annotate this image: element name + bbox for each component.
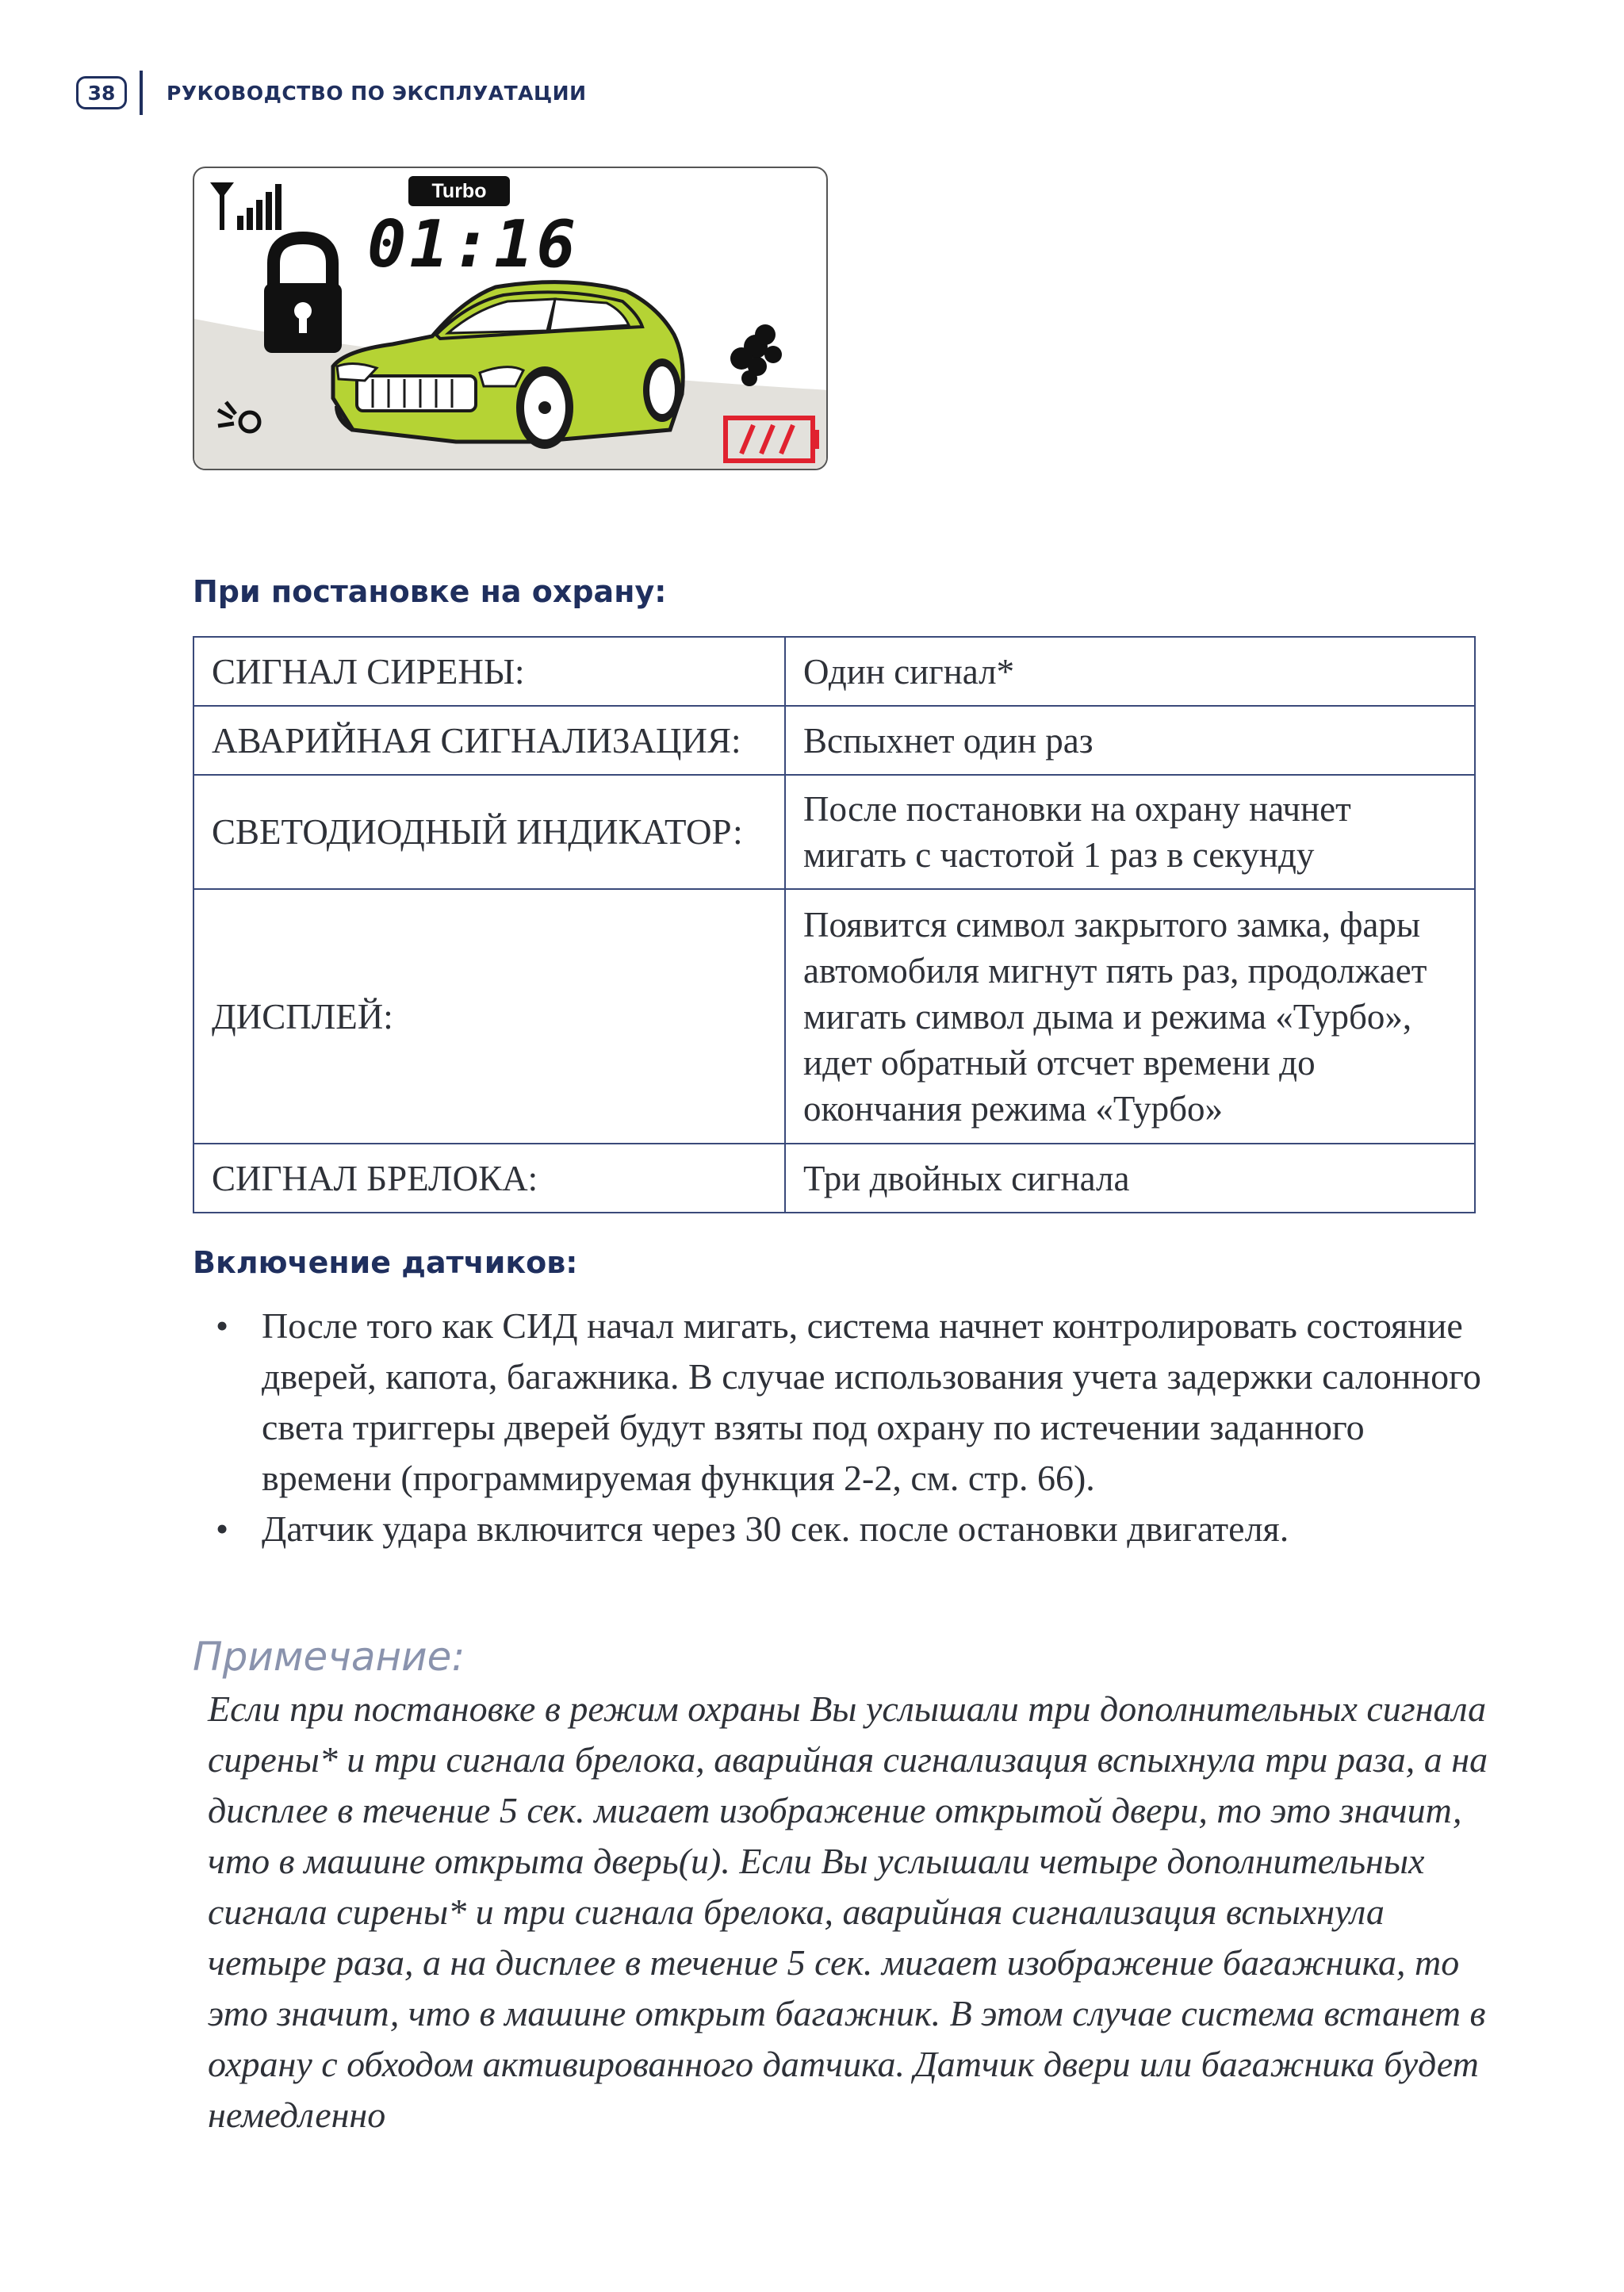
lcd-display-illustration (193, 167, 828, 470)
table-cell-value: Вспыхнет один раз (785, 706, 1475, 775)
list-item: • После того как СИД начал мигать, система начнет контролировать состояние дверей, капота, багажника. В случае использования учета задержки салонного света триггеры дверей будут взяты под охрану по истечении заданного времени (программируемая функция 2-2, см. стр. 66). (214, 1301, 1499, 1504)
note-text: Если при постановке в режим охраны Вы услышали три дополнительных сигнала сирены* и три сигнала брелока, аварийная сигнализация вспыхнула три раза, а на дисплее в течение 5 сек. мигает изображение открытой двери, то это значит, что в машине открыта дверь(и). Если Вы услышали четыре дополнительных сигнала сирены* и три сигнала брелока, аварийная сигнализация вспыхнула четыре раза, а на дисплее в течение 5 сек. мигает изображение багажника, то это значит, что в машине открыт багажник. В этом случае система встанет в охрану с обходом активированного датчика. Датчик двери или багажника будет немедленно (208, 1688, 1488, 2135)
car-illustration (333, 282, 683, 449)
page-number: 38 (76, 76, 127, 109)
table-row (193, 889, 1475, 1144)
header-title: РУКОВОДСТВО ПО ЭКСПЛУАТАЦИИ (167, 81, 587, 105)
table-cell-key: СИГНАЛ СИРЕНЫ: (193, 637, 785, 706)
table-row (193, 1144, 1475, 1213)
exhaust-smoke-icon (730, 324, 782, 386)
table-cell-key: СИГНАЛ БРЕЛОКА: (193, 1144, 785, 1213)
arming-heading: При постановке на охрану: (193, 574, 667, 609)
padlock-closed-icon (264, 238, 342, 353)
table-row (193, 706, 1475, 775)
list-item: • Датчик удара включится через 30 сек. после остановки двигателя. (214, 1504, 1499, 1554)
sensors-heading: Включение датчиков: (193, 1245, 578, 1280)
table-cell-value: Один сигнал* (785, 637, 1475, 706)
sensors-list (214, 1301, 1499, 1554)
table-cell-value: После постановки на охрану начнет мигать с частотой 1 раз в секунду (785, 775, 1475, 889)
page-header (76, 71, 587, 114)
arming-table (193, 636, 1476, 1213)
table-cell-key: АВАРИЙНАЯ СИГНАЛИЗАЦИЯ: (193, 706, 785, 775)
table-cell-key: ДИСПЛЕЙ: (193, 889, 785, 1144)
note-title: Примечание: (193, 1634, 465, 1680)
table-row (193, 637, 1475, 706)
table-cell-value: Три двойных сигнала (785, 1144, 1475, 1213)
table-cell-value: Появится символ закрытого замка, фары автомобиля мигнут пять раз, продолжает мигать символ дыма и режима «Турбо», идет обратный отсчет времени до окончания режима «Турбо» (785, 889, 1475, 1144)
table-row (193, 775, 1475, 889)
antenna-signal-icon (210, 182, 282, 230)
header-divider (140, 71, 143, 115)
countdown-time: 01:16 (367, 207, 579, 282)
turbo-mode-badge: Turbo (408, 176, 510, 206)
table-cell-key: СВЕТОДИОДНЫЙ ИНДИКАТОР: (193, 775, 785, 889)
